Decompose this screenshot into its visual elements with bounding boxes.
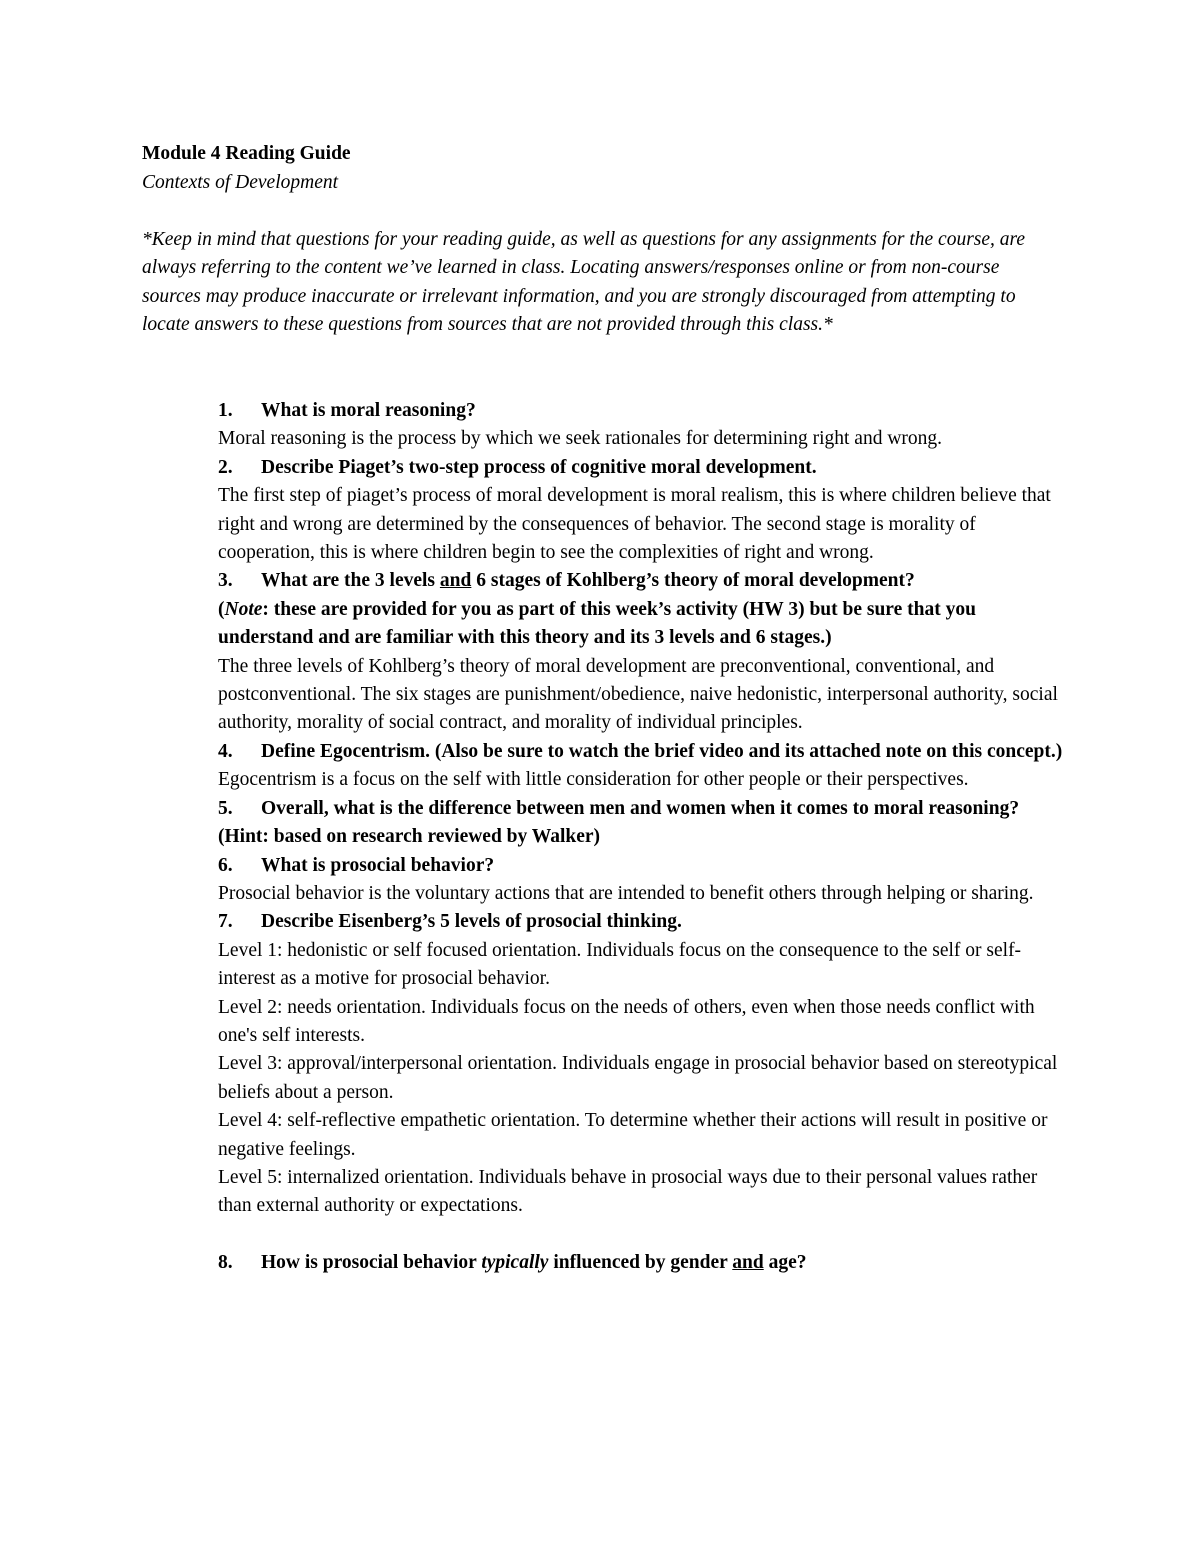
- question-text: Describe Piaget’s two-step process of cognitive moral development.: [261, 456, 817, 478]
- question-number: 4.: [218, 740, 233, 762]
- question-number: 1.: [218, 400, 233, 421]
- answer-7-level-5: Level 5: internalized orientation. Individuals behave in prosocial ways due to their personal values rather than external authority or expectations.: [218, 1166, 1038, 1217]
- answer-4: Egocentrism is a focus on the self with little consideration for other people or their perspectives.: [218, 769, 969, 791]
- question-4: [218, 738, 1068, 766]
- note-paren: (: [218, 598, 225, 620]
- question-8: [218, 1249, 1068, 1277]
- document-title: Module 4 Reading Guide: [142, 143, 351, 164]
- instructions-note: *Keep in mind that questions for your reading guide, as well as questions for any assignments for the course, are always referring to the content we’ve learned in class. Locating answers/responses online or from non-course sources may produce inaccurate or irrelevant information, and you are strongly discouraged from attempting to locate answers to these questions from sources that are not provided through this class.*: [142, 229, 1026, 336]
- answer-7-level-4: Level 4: self-reflective empathetic orientation. To determine whether their actions will result in positive or negative feelings.: [218, 1110, 1048, 1160]
- question-7: [218, 908, 1068, 936]
- answer-7-level-2: Level 2: needs orientation. Individuals focus on the needs of others, even when those needs conflict with one's self interests.: [218, 996, 1035, 1046]
- spacer: [218, 1221, 1068, 1249]
- question-1: [218, 397, 1068, 425]
- question-text-underlined: and: [732, 1252, 764, 1274]
- question-2: [218, 454, 1068, 482]
- question-text: What is prosocial behavior?: [261, 854, 495, 876]
- question-number: 6.: [218, 854, 233, 876]
- question-6: [218, 852, 1068, 880]
- question-text-part: influenced by gender: [548, 1252, 733, 1274]
- question-text: [218, 1249, 1068, 1277]
- question-number: 3.: [218, 570, 233, 592]
- question-text: Overall, what is the difference between men and women when it comes to moral reasoning? (Hint: based on research reviewed by Walker): [218, 797, 1020, 848]
- question-3: [218, 567, 1068, 652]
- question-3-note: [218, 596, 1068, 653]
- question-number: 8.: [218, 1252, 233, 1274]
- answer-1: Moral reasoning is the process by which we seek rationales for determining right and wrong.: [218, 428, 943, 450]
- answer-2: The first step of piaget’s process of moral development is moral realism, this is where children believe that right and wrong are determined by the consequences of behavior. The second stage is morality of cooperation, this is where children begin to see the complexities of right and wrong.: [218, 485, 1051, 564]
- question-text-part: What are the 3 levels: [261, 570, 440, 592]
- question-text-underlined: and: [439, 570, 472, 592]
- question-text-part: How is prosocial behavior: [261, 1252, 482, 1274]
- answer-7-level-3: Level 3: approval/interpersonal orientation. Individuals engage in prosocial behavior based on stereotypical beliefs about a person.: [218, 1053, 1058, 1103]
- question-text-part: 6 stages of Kohlberg’s theory of moral development?: [471, 570, 915, 592]
- question-number: 5.: [218, 797, 233, 819]
- answer-3: The three levels of Kohlberg’s theory of moral development are preconventional, conventional, and postconventional. The six stages are punishment/obedience, naive hedonistic, interpersonal authority, social authority, morality of social contract, and morality of individual principles.: [218, 655, 1058, 734]
- document-subtitle: Contexts of Development: [142, 172, 339, 193]
- question-5: [218, 795, 1068, 852]
- answer-6: Prosocial behavior is the voluntary actions that are intended to benefit others through helping or sharing.: [218, 882, 1034, 904]
- question-text: Describe Eisenberg’s 5 levels of prosocial thinking.: [261, 911, 682, 933]
- question-text: [218, 567, 1068, 595]
- answer-7-level-1: Level 1: hedonistic or self focused orientation. Individuals focus on the consequence to the self or self-interest as a motive for prosocial behavior.: [218, 939, 1022, 990]
- question-number: 7.: [218, 911, 233, 933]
- note-text: : these are provided for you as part of this week’s activity (HW 3) but be sure that you understand and are familiar with this theory and its 3 levels and 6 stages.): [218, 598, 976, 649]
- question-number: 2.: [218, 456, 233, 478]
- question-text: What is moral reasoning?: [261, 400, 476, 421]
- note-label: Note: [224, 598, 263, 620]
- question-list: [218, 397, 1068, 1278]
- question-text: Define Egocentrism. (Also be sure to watch the brief video and its attached note on this concept.): [261, 740, 1063, 762]
- question-text-part: age?: [763, 1252, 807, 1274]
- question-text-emphasis: typically: [481, 1252, 549, 1274]
